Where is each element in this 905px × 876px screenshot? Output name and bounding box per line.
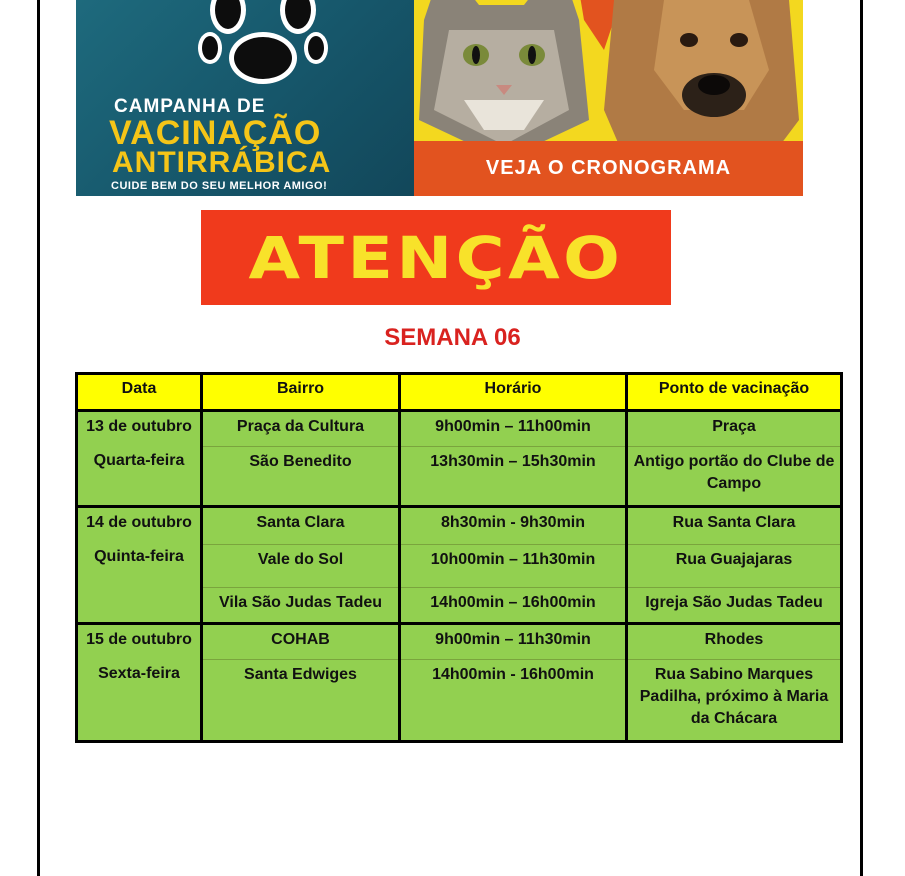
paw-print-icon (188, 0, 338, 90)
neighborhood-cell: Santa Clara (202, 507, 400, 545)
campaign-banner (76, 0, 803, 196)
time-cell: 8h30min - 9h30min (400, 507, 627, 545)
location-cell: Rua Sabino Marques Padilha, próximo à Maria da Chácara (627, 660, 842, 742)
location-cell: Igreja São Judas Tadeu (627, 588, 842, 624)
weekday-label: Sexta-feira (98, 665, 180, 682)
table-row (77, 624, 842, 660)
time-cell: 9h00min – 11h30min (400, 624, 627, 660)
neighborhood-cell: São Benedito (202, 447, 400, 507)
banner-title-line3: ANTIRRÁBICA (112, 146, 332, 179)
table-row (77, 507, 842, 545)
weekday-label: Quarta-feira (93, 452, 185, 469)
neighborhood-cell: Santa Edwiges (202, 660, 400, 742)
date-cell (77, 411, 202, 507)
date-label: 13 de outubro (86, 418, 192, 435)
attention-text: ATENÇÃO (248, 223, 624, 292)
banner-tagline: CUIDE BEM DO SEU MELHOR AMIGO! (111, 180, 328, 192)
header-neighborhood: Bairro (202, 374, 400, 411)
location-cell: Rua Santa Clara (627, 507, 842, 545)
time-cell: 14h00min – 16h00min (400, 588, 627, 624)
location-cell: Rhodes (627, 624, 842, 660)
date-label: 15 de outubro (86, 631, 192, 648)
weekday-label: Quinta-feira (94, 548, 184, 565)
table-header-row (77, 374, 842, 411)
schedule-cta: VEJA O CRONOGRAMA (414, 141, 803, 196)
date-label: 14 de outubro (86, 514, 192, 531)
neighborhood-cell: COHAB (202, 624, 400, 660)
date-cell (77, 507, 202, 624)
neighborhood-cell: Vale do Sol (202, 545, 400, 588)
week-title: SEMANA 06 (384, 324, 521, 351)
time-cell: 9h00min – 11h00min (400, 411, 627, 447)
neighborhood-cell: Praça da Cultura (202, 411, 400, 447)
neighborhood-cell: Vila São Judas Tadeu (202, 588, 400, 624)
banner-title-line1: CAMPANHA DE (114, 96, 266, 117)
banner-left-panel (76, 0, 414, 196)
header-date: Data (77, 374, 202, 411)
time-cell: 14h00min - 16h00min (400, 660, 627, 742)
location-cell: Antigo portão do Clube de Campo (627, 447, 842, 507)
header-location: Ponto de vacinação (627, 374, 842, 411)
vaccination-schedule-table (75, 372, 843, 743)
attention-banner (201, 210, 671, 305)
banner-title-line2: VACINAÇÃO (109, 114, 322, 152)
banner-right-panel (414, 0, 803, 196)
location-cell: Praça (627, 411, 842, 447)
pet-photo (414, 0, 803, 141)
header-time: Horário (400, 374, 627, 411)
location-cell: Rua Guajajaras (627, 545, 842, 588)
date-cell (77, 624, 202, 742)
dog-image (574, 0, 803, 141)
table-row (77, 411, 842, 447)
time-cell: 13h30min – 15h30min (400, 447, 627, 507)
time-cell: 10h00min – 11h30min (400, 545, 627, 588)
